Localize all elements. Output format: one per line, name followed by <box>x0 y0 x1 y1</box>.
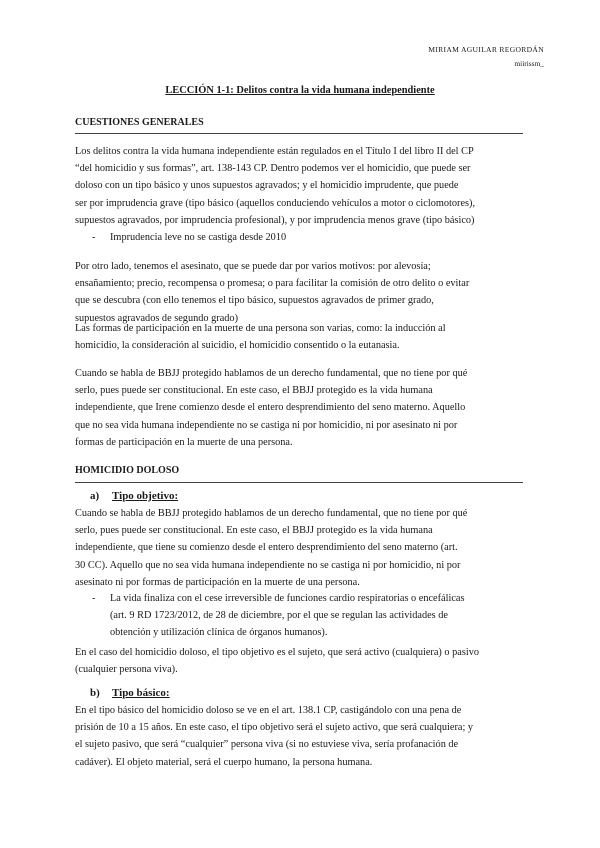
subheading-label: a) <box>90 490 100 502</box>
bullet-imprudencia-leve: Imprudencia leve no se castiga desde 2010 <box>110 232 287 243</box>
text-line: (cualquier persona viva). <box>75 664 178 676</box>
text-line: supuestos agravados de segundo grado) <box>75 312 238 324</box>
text-line: Las formas de participación en la muerte de una persona son varias, como: la inducción al <box>75 323 446 334</box>
text-line: independiente, que Irene comienzo desde el entero desprendimiento del seno materno. Aquello <box>75 402 466 414</box>
subheading-text: Tipo básico: <box>112 687 170 699</box>
text-line: formas de participación en la muerte de una persona. <box>75 436 293 448</box>
subheading-tipo-basico <box>90 687 170 699</box>
text-line: Cuando se habla de BBJJ protegido hablamos de un derecho fundamental, que no tiene por qué <box>75 508 468 519</box>
section-divider <box>75 482 523 483</box>
text-line: Los delitos contra la vida humana independiente están regulados en el Título I del libro II del CP <box>75 146 474 157</box>
paragraph-asesinato <box>75 258 535 327</box>
text-line: Por otro lado, tenemos el asesinato, que se puede dar por varios motivos: por alevosía; <box>75 261 431 272</box>
text-line: el sujeto pasivo, que será “cualquier” persona viva (si no estuviese viva, sería profanación de <box>75 739 459 751</box>
text-line: cadáver). El objeto material, será el cuerpo humano, la persona humana. <box>75 756 373 768</box>
paragraph-sujeto <box>75 644 535 678</box>
text-line: independiente, que tiene su comienzo desde el entero desprendimiento del seno materno (art. <box>75 542 458 554</box>
text-line: La vida finaliza con el cese irreversible de funciones cardio respiratorias o encefálicas <box>110 593 465 604</box>
text-line: serlo, pues puede ser constitucional. En este caso, el BBJJ protegido es la vida humana <box>75 385 433 397</box>
section-heading-generales: CUESTIONES GENERALES <box>75 117 204 128</box>
text-line: 30 CC). Aquello que no sea vida humana independiente no se castiga ni por homicidio, ni por <box>75 559 461 571</box>
bullet-dash: - <box>92 593 96 604</box>
text-line: En el tipo básico del homicidio doloso se ve en el art. 138.1 CP, castigándolo con una pena de <box>75 705 462 716</box>
author-handle: miirissm_ <box>514 59 544 68</box>
paragraph-bbjj <box>75 365 535 451</box>
text-line: ser por imprudencia grave (tipo básico (aquellos conduciendo vehículos a motor o ciclomotores), <box>75 197 476 209</box>
text-line: que no sea vida humana independiente no se castiga ni por homicidio, ni por asesinato ni por <box>75 419 458 431</box>
subheading-text: Tipo objetivo: <box>112 490 179 502</box>
section-heading-doloso: HOMICIDIO DOLOSO <box>75 465 180 476</box>
paragraph-participacion <box>75 320 535 354</box>
text-line: doloso con un tipo básico y unos supuestos agravados; y el homicidio imprudente, que puede <box>75 180 459 192</box>
text-line: prisión de 10 a 15 años. En este caso, el tipo objetivo será el sujeto activo, que será cualquiera; y <box>75 722 474 734</box>
paragraph-regulation <box>75 143 535 229</box>
text-line: asesinato ni por formas de participación en la muerte de una persona. <box>75 576 360 588</box>
text-line: que se descubra (con ello tenemos el tipo básico, supuestos agravados de primer grado, <box>75 295 434 307</box>
text-line: ensañamiento; precio, recompensa o promesa; o para facilitar la comisión de otro delito o evitar <box>75 278 470 290</box>
section-divider <box>75 133 523 134</box>
text-line: Cuando se habla de BBJJ protegido hablamos de un derecho fundamental, que no tiene por qué <box>75 368 468 379</box>
text-line: obtención y utilización clínica de órganos humanos). <box>110 627 328 639</box>
subheading-label: b) <box>90 687 100 699</box>
subheading-tipo-objetivo <box>90 490 178 502</box>
paragraph-tipo-objetivo <box>75 505 535 591</box>
text-line: En el caso del homicidio doloso, el tipo objetivo es el sujeto, que será activo (cualquiera) o pasivo <box>75 647 480 658</box>
text-line: “del homicidio y sus formas”, art. 138-143 CP. Dentro podemos ver el homicidio, que puede ser <box>75 163 471 175</box>
bullet-dash: - <box>92 232 96 243</box>
text-line: (art. 9 RD 1723/2012, de 28 de diciembre, por el que se regulan las actividades de <box>110 610 448 622</box>
text-line: homicidio, la consideración al suicidio, el homicidio consentido o la eutanasia. <box>75 340 400 352</box>
paragraph-tipo-basico <box>75 702 535 771</box>
bullet-fin-vida <box>110 590 530 642</box>
text-line: supuestos agravados, por imprudencia profesional), y por imprudencia menos grave (tipo básico) <box>75 214 475 226</box>
text-line: serlo, pues puede ser constitucional. En este caso, el BBJJ protegido es la vida humana <box>75 525 433 537</box>
author-name: MIRIAM AGUILAR REGORDÁN <box>428 45 544 54</box>
lesson-title: LECCIÓN 1-1: Delitos contra la vida humana independiente <box>165 85 435 96</box>
